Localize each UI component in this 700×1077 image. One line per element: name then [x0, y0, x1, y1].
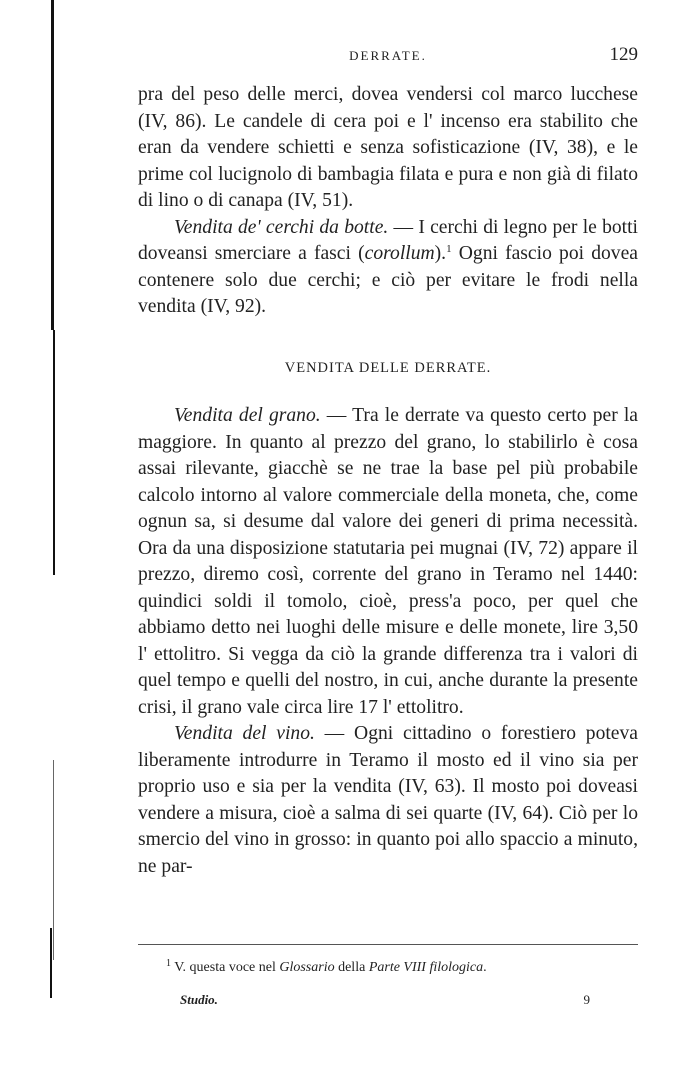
body-text — [138, 82, 638, 880]
paragraph-grain — [138, 403, 638, 721]
footnote-reference: 1 — [446, 243, 452, 255]
paragraph-text: — Tra le derrate va questo certo per la maggiore. In quanto al prezzo del grano, lo stabilirlo è cosa assai rilevante, giacchè se ne trae la base pel più probabile calcolo intorno al valore commerciale della moneta, che, come ognun sa, si desume dal valore dei generi di prima necessità. Ora da una disposizione statutaria pei mugnai (IV, 72) appare il prezzo, diremo così, corrente del grano in Teramo nel 1440: quindici soldi il tomolo, cioè, press'a poco, per quel che abbiamo detto nei luoghi delle misure e delle monete, lire 3,50 l' ettolitro. Si vegga da ciò la grande differenza tra i valori di quel tempo e quelli del nostro, in cui, anche durante la presente crisi, il grano vale circa lire 17 l' ettolitro. — [138, 405, 638, 718]
footnote — [166, 960, 638, 976]
page-number: 129 — [609, 44, 638, 65]
running-head-title: DERRATE. — [349, 48, 427, 63]
paragraph-text: ). — [434, 243, 447, 264]
footnote-text: della — [334, 960, 369, 975]
paragraph-wine — [138, 721, 638, 880]
footnote-text: . — [483, 960, 487, 975]
paragraph-title: Vendita del vino. — [174, 723, 315, 744]
signature-mark: Studio. — [180, 992, 218, 1007]
footnote-rule — [138, 944, 638, 945]
paragraph-text: — I cerchi di legno per le botti doveansi smerciare a fasci ( — [138, 216, 638, 264]
section-heading: VENDITA DELLE DERRATE. — [284, 359, 492, 376]
footnote-marker: 1 — [166, 958, 171, 969]
paragraph-text: Ogni fascio poi dovea contenere solo due cerchi; e ciò per evitare le frodi nella vendita (IV, 92). — [138, 243, 638, 317]
footnote-citation: Parte VIII filologica — [368, 960, 484, 975]
signature-line — [180, 992, 590, 1008]
paragraph-text: — Ogni cittadino o forestiero poteva liberamente introdurre in Teramo il mosto ed il vino sia per proprio uso e sia per la vendita (IV, 63). Il mosto poi doveasi vendere a misura, cioè a salma di sei quarte (IV, 64). Ciò per lo smercio del vino in grosso: in quanto poi allo spaccio a minuto, ne par- — [138, 723, 638, 877]
paragraph-title: Vendita de' cerchi da botte. — [174, 216, 389, 238]
paragraph-barrel-hoops — [138, 215, 638, 321]
paragraph-title: Vendita del grano. — [174, 405, 321, 426]
paragraph-candles: pra del peso delle merci, dovea vendersi col marco lucchese (IV, 86). Le candele di cera poi e l' incenso era stabilito che eran da vendere schietti e senza sofisticazione (IV, 38), e le prime col lucignolo di bambagia filata e pura e non già di filato di lino o di canapa (IV, 51). — [138, 84, 638, 211]
latin-term: corollum — [364, 243, 435, 264]
running-head — [138, 44, 638, 68]
signature-number: 9 — [583, 992, 590, 1007]
footnote-citation: Glossario — [279, 960, 335, 975]
footnote-text: V. questa voce nel — [171, 960, 280, 975]
